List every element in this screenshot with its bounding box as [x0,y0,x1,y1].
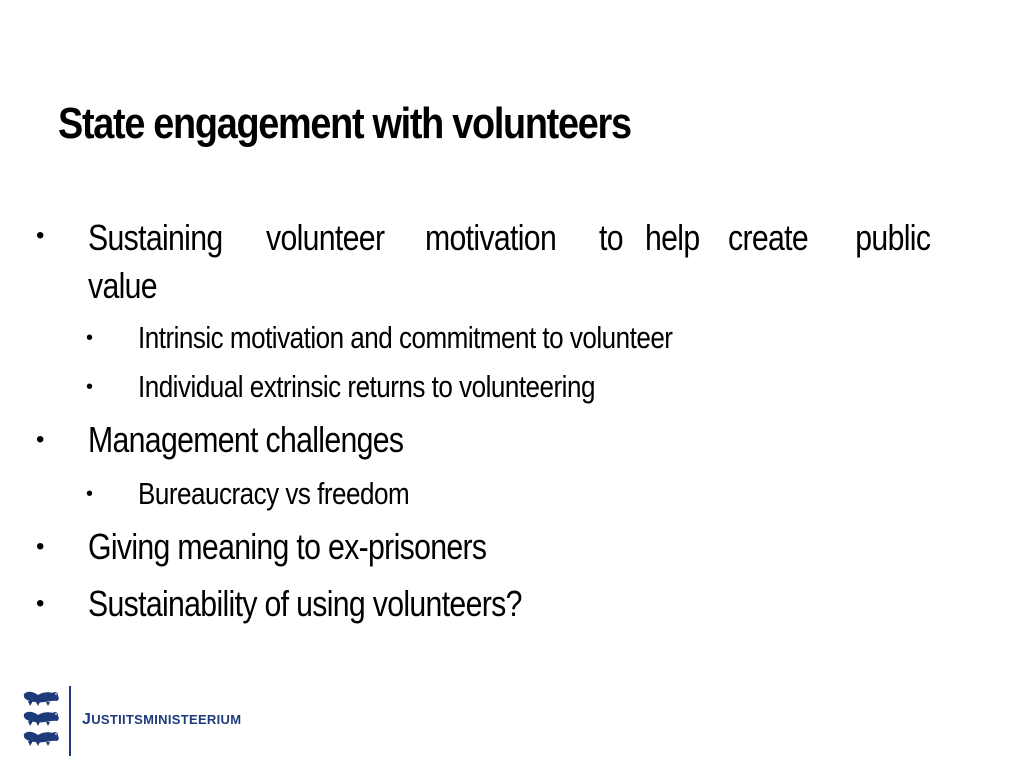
word: Sustaining [88,217,223,258]
bullet-dot: • [86,327,94,349]
bullet-dot: • [86,376,94,398]
slide-title: State engagement with volunteers [58,99,631,148]
word: help [644,217,700,258]
sub-bullet-text: Individual extrinsic returns to volunteering [138,369,595,404]
sub-bullet-text: Intrinsic motivation and commitment to volunteer [138,320,673,355]
bullet-dot: • [36,533,45,560]
word: create [727,217,808,258]
word: motivation [424,217,556,258]
wordmark-rest: USTIITSMINISTEERIUM [91,712,242,727]
bullet-dot: • [86,483,94,505]
sub-bullet-text: Bureaucracy vs freedom [138,476,410,511]
bullet-dot: • [36,590,45,617]
bullet-text: Sustainability of using volunteers? [88,583,522,624]
word: volunteer [265,217,385,258]
wordmark-initial: J [82,711,92,728]
bullet-text: Giving meaning to ex-prisoners [88,526,487,567]
word: to [598,217,623,258]
bullet-dot: • [36,222,45,249]
bullet-item-1-line-2: value [88,265,157,306]
bullet-dot: • [36,426,45,453]
ministry-wordmark [82,711,241,729]
coat-of-arms-three-lions-icon [22,688,62,752]
footer-divider [69,686,71,756]
bullet-item-1-line-1 [88,214,930,262]
word: public [854,217,930,258]
bullet-text: Management challenges [88,419,404,460]
